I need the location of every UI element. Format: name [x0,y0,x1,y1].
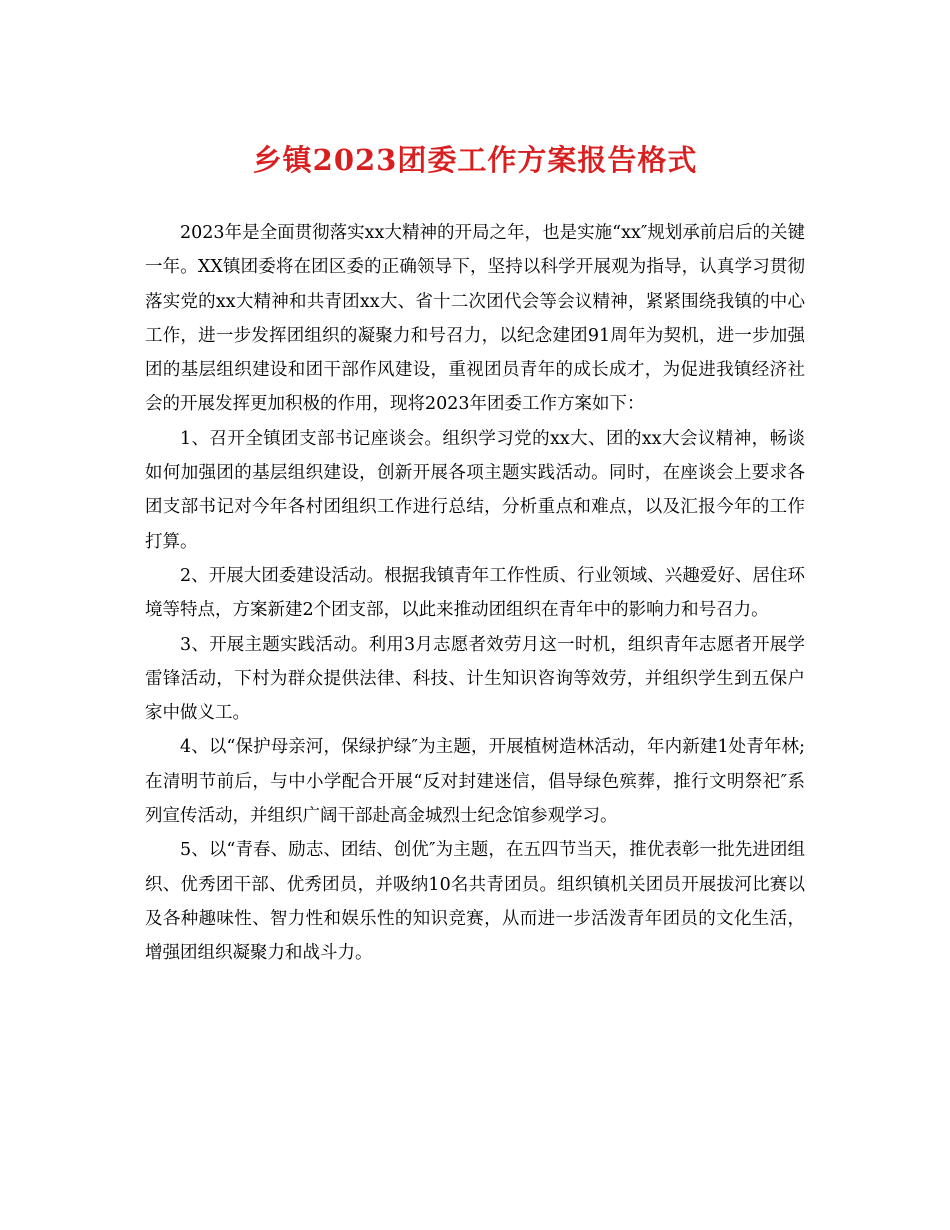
item-1-paragraph: 1、召开全镇团支部书记座谈会。组织学习党的xx大、团的xx大会议精神，畅谈如何加强团的基层组织建设，创新开展各项主题实践活动。同时，在座谈会上要求各团支部书记对今年各村团组织工作进行总结，分析重点和难点，以及汇报今年的工作打算。 [145,428,805,552]
item-5-paragraph: 5、以“青春、励志、团结、创优″为主题，在五四节当天，推优表彰一批先进团组织、优秀团干部、优秀团员，并吸纳10名共青团员。组织镇机关团员开展拔河比赛以及各种趣味性、智力性和娱乐性的知识竞赛，从而进一步活泼青年团员的文化生活，增强团组织凝聚力和战斗力。 [145,840,805,964]
document-body [145,216,805,971]
intro-paragraph: 2023年是全面贯彻落实xx大精神的开局之年，也是实施“xx″规划承前启后的关键一年。XX镇团委将在团区委的正确领导下，坚持以科学开展观为指导，认真学习贯彻落实党的xx大精神和共青团xx大、省十二次团代会等会议精神，紧紧围绕我镇的中心工作，进一步发挥团组织的凝聚力和号召力，以纪念建团91周年为契机，进一步加强团的基层组织建设和团干部作风建设，重视团员青年的成长成才，为促进我镇经济社会的开展发挥更加积极的作用，现将2023年团委工作方案如下： [145,223,805,415]
item-4-paragraph: 4、以“保护母亲河，保绿护绿″为主题，开展植树造林活动，年内新建1处青年林;在清明节前后，与中小学配合开展“反对封建迷信，倡导绿色殡葬，推行文明祭祀″系列宣传活动，并组织广阔干部赴高金城烈士纪念馆参观学习。 [145,737,805,827]
item-2-paragraph: 2、开展大团委建设活动。根据我镇青年工作性质、行业领域、兴趣爱好、居住环境等特点，方案新建2个团支部，以此来推动团组织在青年中的影响力和号召力。 [145,565,805,621]
item-3-paragraph: 3、开展主题实践活动。利用3月志愿者效劳月这一时机，组织青年志愿者开展学雷锋活动，下村为群众提供法律、科技、计生知识咨询等效劳，并组织学生到五保户家中做义工。 [145,634,805,724]
document-title: 乡镇2023团委工作方案报告格式 [252,143,698,177]
